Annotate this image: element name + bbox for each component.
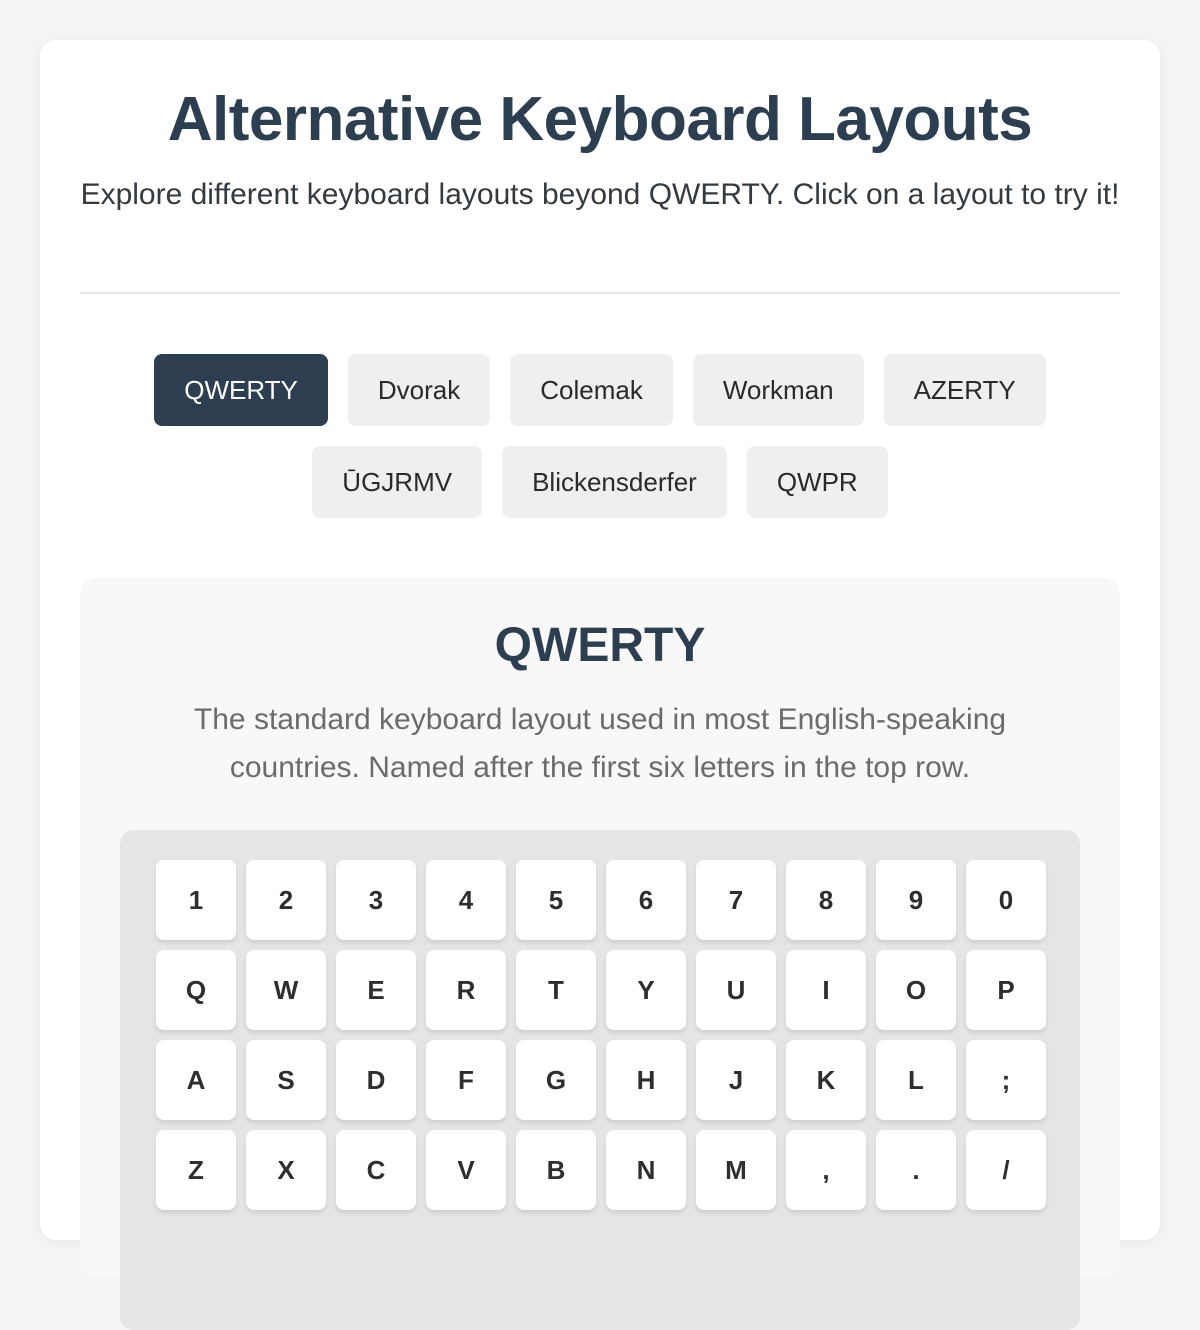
key[interactable]: W	[246, 950, 326, 1030]
tab-row-2	[40, 446, 1160, 518]
keyboard	[120, 830, 1080, 1330]
key[interactable]: 9	[876, 860, 956, 940]
page-subtitle: Explore different keyboard layouts beyond QWERTY. Click on a layout to try it!	[80, 178, 1120, 211]
divider	[80, 292, 1120, 294]
tab-dvorak[interactable]: Dvorak	[348, 354, 490, 426]
key[interactable]: R	[426, 950, 506, 1030]
key[interactable]: 4	[426, 860, 506, 940]
tab-qwerty[interactable]: QWERTY	[154, 354, 328, 426]
tab-azerty[interactable]: AZERTY	[884, 354, 1046, 426]
key[interactable]: H	[606, 1040, 686, 1120]
key[interactable]: 6	[606, 860, 686, 940]
key[interactable]: G	[516, 1040, 596, 1120]
main-card	[40, 40, 1160, 1240]
tab-colemak[interactable]: Colemak	[510, 354, 673, 426]
key[interactable]: 5	[516, 860, 596, 940]
page-title: Alternative Keyboard Layouts	[167, 85, 1033, 154]
tab-ugjrmv[interactable]: ŪGJRMV	[312, 446, 482, 518]
key[interactable]: C	[336, 1130, 416, 1210]
key[interactable]: E	[336, 950, 416, 1030]
key[interactable]: X	[246, 1130, 326, 1210]
tab-blickensderfer[interactable]: Blickensderfer	[502, 446, 727, 518]
tab-workman[interactable]: Workman	[693, 354, 864, 426]
key[interactable]: F	[426, 1040, 506, 1120]
key[interactable]: Q	[156, 950, 236, 1030]
key[interactable]: Z	[156, 1130, 236, 1210]
tab-qwpr[interactable]: QWPR	[747, 446, 888, 518]
layout-name: QWERTY	[494, 619, 706, 672]
key[interactable]: K	[786, 1040, 866, 1120]
key-row	[156, 950, 1080, 1030]
key[interactable]: Y	[606, 950, 686, 1030]
key[interactable]: V	[426, 1130, 506, 1210]
key[interactable]: S	[246, 1040, 326, 1120]
key[interactable]: U	[696, 950, 776, 1030]
key[interactable]: D	[336, 1040, 416, 1120]
key[interactable]: ;	[966, 1040, 1046, 1120]
key[interactable]: M	[696, 1130, 776, 1210]
key[interactable]: N	[606, 1130, 686, 1210]
key[interactable]: A	[156, 1040, 236, 1120]
key[interactable]: T	[516, 950, 596, 1030]
key[interactable]: P	[966, 950, 1046, 1030]
key[interactable]: /	[966, 1130, 1046, 1210]
key[interactable]: 7	[696, 860, 776, 940]
key-row	[156, 860, 1080, 940]
key[interactable]: ,	[786, 1130, 866, 1210]
layout-panel	[80, 578, 1120, 1278]
tab-row-1	[40, 354, 1160, 426]
key[interactable]: 1	[156, 860, 236, 940]
layout-tabs	[40, 354, 1160, 538]
key[interactable]: B	[516, 1130, 596, 1210]
key[interactable]: .	[876, 1130, 956, 1210]
key-row	[156, 1130, 1080, 1210]
key[interactable]: J	[696, 1040, 776, 1120]
key[interactable]: 2	[246, 860, 326, 940]
key-row	[156, 1040, 1080, 1120]
key[interactable]: L	[876, 1040, 956, 1120]
key[interactable]: O	[876, 950, 956, 1030]
key[interactable]: I	[786, 950, 866, 1030]
layout-description: The standard keyboard layout used in most English-speaking countries. Named after the first six letters in the top row.	[193, 703, 1007, 784]
key[interactable]: 8	[786, 860, 866, 940]
key[interactable]: 0	[966, 860, 1046, 940]
key[interactable]: 3	[336, 860, 416, 940]
